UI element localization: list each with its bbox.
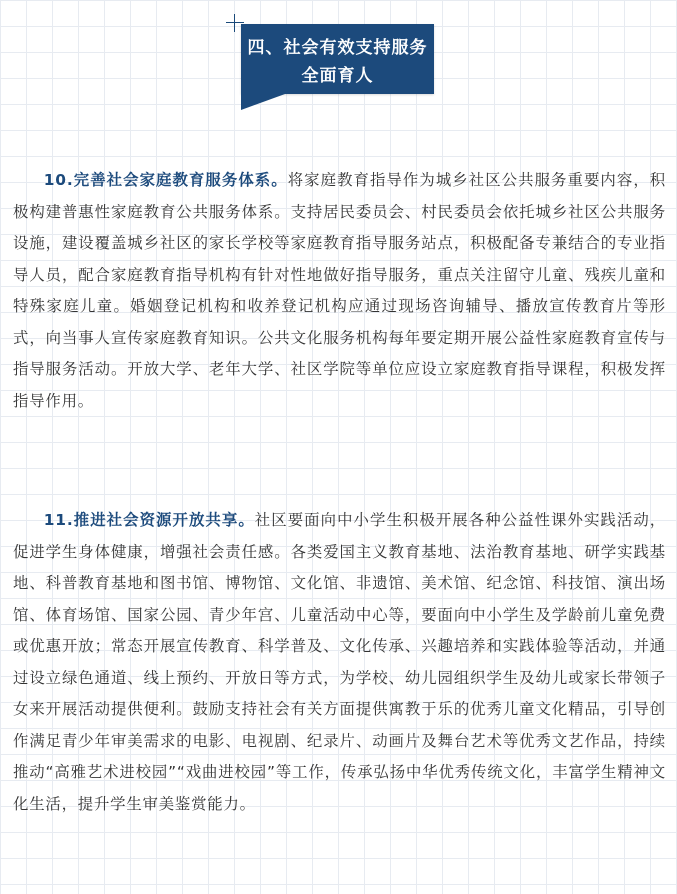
section-11-heading: 11.推进社会资源开放共享。 — [43, 511, 255, 529]
paragraph-section-11 — [13, 505, 666, 820]
banner-title-line1: 四、社会有效支持服务 — [247, 38, 428, 58]
banner-notch — [241, 94, 285, 110]
section-11-body: 社区要面向中小学生积极开展各种公益性课外实践活动，促进学生身体健康，增强社会责任感。各类爱国主义教育基地、法治教育基地、研学实践基地、科普教育基地和图书馆、博物馆、文化馆、非遗馆、美术馆、纪念馆、科技馆、演出场馆、体育场馆、国家公园、青少年宫、儿童活动中心等，要面向中小学生及学龄前儿童免费或优惠开放；常态开展宣传教育、科学普及、文化传承、兴趣培养和实践体验等活动，并通过设立绿色通道、线上预约、开放日等方式，为学校、幼儿园组织学生及幼儿或家长带领子女来开展活动提供便利。鼓励支持社会有关方面提供寓教于乐的优秀儿童文化精品，引导创作满足青少年审美需求的电影、电视剧、纪录片、动画片及舞台艺术等优秀文艺作品，持续推动“高雅艺术进校园”“戏曲进校园”等工作，传承弘扬中华优秀传统文化，丰富学生精神文化生活，提升学生审美鉴赏能力。 — [13, 511, 666, 813]
banner-title-line2: 全面育人 — [301, 66, 374, 86]
section-10-body: 将家庭教育指导作为城乡社区公共服务重要内容，积极构建普惠性家庭教育公共服务体系。支持居民委员会、村民委员会依托城乡社区公共服务设施，建设覆盖城乡社区的家长学校等家庭教育指导服务站点，积极配备专兼结合的专业指导人员，配合家庭教育指导机构有针对性地做好指导服务，重点关注留守儿童、残疾儿童和特殊家庭儿童。婚姻登记机构和收养登记机构应通过现场咨询辅导、播放宣传教育片等形式，向当事人宣传家庭教育知识。公共文化服务机构每年要定期开展公益性家庭教育宣传与指导服务活动。开放大学、老年大学、社区学院等单位应设立家庭教育指导课程，积极发挥指导作用。 — [13, 171, 666, 410]
section-10-heading: 10.完善社会家庭教育服务体系。 — [43, 171, 288, 189]
section-banner — [226, 14, 436, 110]
paragraph-section-10 — [13, 165, 666, 417]
banner-box — [241, 24, 434, 94]
